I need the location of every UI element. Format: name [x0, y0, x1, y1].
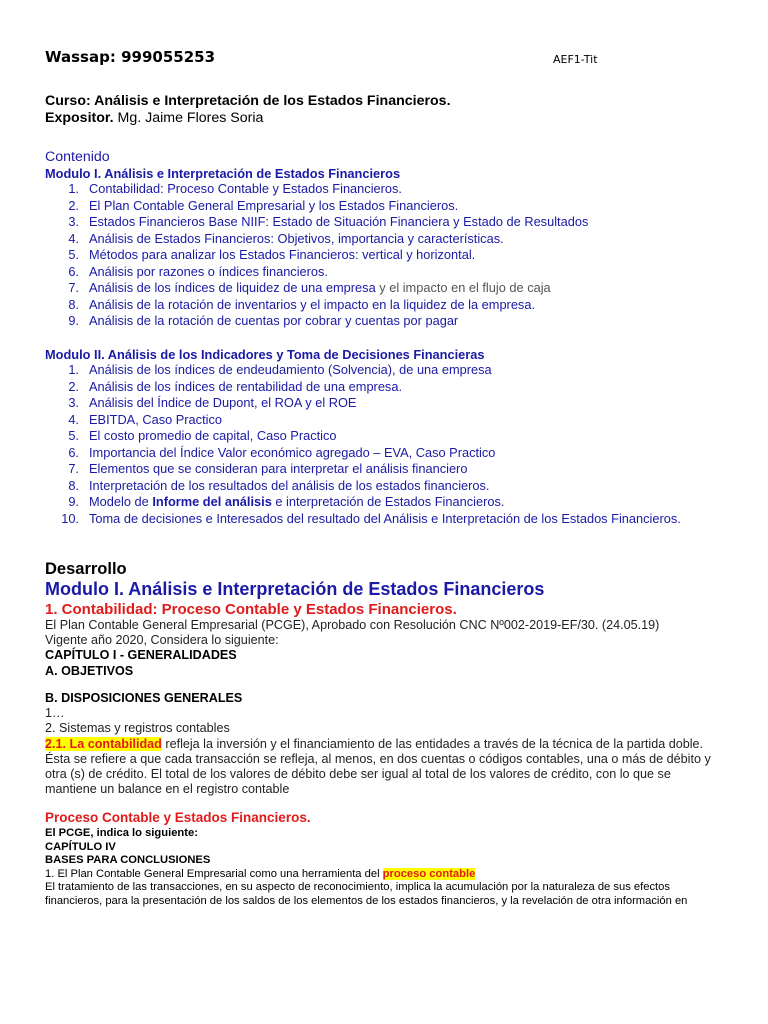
- item-1: 1…: [45, 706, 65, 721]
- module2-item: [45, 445, 705, 462]
- module1-item: [45, 264, 705, 281]
- list-item-text: Elementos que se consideran para interpretar el análisis financiero: [89, 461, 468, 476]
- list-item-text: Análisis por razones o índices financieros.: [89, 263, 328, 279]
- disposiciones-heading: B. DISPOSICIONES GENERALES: [45, 691, 243, 705]
- module1-item: [45, 297, 705, 314]
- header-row: [45, 48, 725, 67]
- list-item-text: El Plan Contable General Empresarial y los Estados Financieros.: [89, 197, 459, 213]
- module1-title: Modulo I. Análisis e Interpretación de Estados Financieros: [45, 166, 401, 181]
- list-number: 1.: [68, 181, 79, 196]
- desarrollo-heading: Desarrollo: [45, 560, 127, 578]
- module1-item: [45, 214, 705, 231]
- list-item-text: Análisis de los índices de endeudamiento (Solvencia), de una empresa: [89, 362, 492, 377]
- list-number: 8.: [68, 296, 79, 312]
- contenido-heading: Contenido: [45, 149, 110, 165]
- module2-item: [45, 395, 705, 412]
- vigente-line: Vigente año 2020, Considera lo siguiente:: [45, 633, 279, 648]
- list-number: 4.: [68, 411, 79, 427]
- list-item-text: Análisis de Estados Financieros: Objetivos, importancia y características.: [89, 230, 504, 246]
- list-number: 8.: [68, 477, 79, 493]
- list-item-extra-text: y el impacto en el flujo de caja: [375, 280, 551, 295]
- pcge-indica: El PCGE, indica lo siguiente:: [45, 827, 198, 839]
- module1-item: [45, 280, 705, 297]
- contabilidad-paragraph: [45, 737, 725, 798]
- herramienta-line: [45, 868, 725, 882]
- module2-item: [45, 412, 705, 429]
- module2-item: [45, 461, 705, 478]
- list-number: 2.: [68, 378, 79, 394]
- list-number: 7.: [68, 461, 79, 476]
- course-info: [45, 93, 451, 127]
- module2-item: [45, 511, 705, 528]
- module2-list: [45, 362, 705, 527]
- list-number: 10.: [61, 510, 79, 526]
- expositor-name: Mg. Jaime Flores Soria: [113, 110, 264, 126]
- list-number: 6.: [68, 263, 79, 279]
- capitulo1-heading: CAPÍTULO I - GENERALIDADES: [45, 648, 237, 663]
- disposiciones-block: [45, 691, 725, 797]
- module1-list: [45, 181, 705, 330]
- list-item-text: Análisis de la rotación de inventarios y el impacto en la liquidez de la empresa.: [89, 296, 536, 312]
- module2-item: [45, 428, 705, 445]
- list-number: 5.: [68, 428, 79, 443]
- list-number: 3.: [68, 395, 79, 410]
- module2-item: [45, 494, 705, 511]
- module2-item: [45, 379, 705, 396]
- list-item-text: Interpretación de los resultados del análisis de los estados financieros.: [89, 477, 490, 493]
- module2-title: Modulo II. Análisis de los Indicadores y Toma de Decisiones Financieras: [45, 347, 485, 362]
- contabilidad-text: refleja la inversión y el financiamiento de las entidades a través de la técnica de la partida doble. Ésta se refiere a que cada transacción se refleja, al menos, en dos cuentas o códigos contables, una o más de débito y otra (s) de crédito. El total de los valores de débito debe ser igual al total de los valores de crédito, con lo que se mantiene un balance en el registro contable: [45, 736, 711, 797]
- tratamiento-paragraph: El tratamiento de las transacciones, en su aspecto de reconocimiento, implica la acumulación por la naturaleza de sus efectos financieros, para la presentación de los saldos de los elementos de los estados financieros, y la revelación de otra información en: [45, 881, 688, 907]
- highlighted-proceso-contable: proceso contable: [382, 867, 476, 880]
- pcge-paragraph: [45, 618, 725, 679]
- bases-heading: BASES PARA CONCLUSIONES: [45, 854, 211, 866]
- list-number: 7.: [68, 280, 79, 295]
- list-item-bold-text: Informe del análisis: [152, 494, 272, 509]
- list-item-text: Importancia del Índice Valor económico agregado – EVA, Caso Practico: [89, 444, 496, 460]
- list-number: 3.: [68, 214, 79, 229]
- list-item-text: EBITDA, Caso Practico: [89, 411, 222, 427]
- herramienta-text: 1. El Plan Contable General Empresarial como una herramienta del: [45, 867, 383, 880]
- proceso-heading: Proceso Contable y Estados Financieros.: [45, 810, 311, 825]
- list-item-text: e interpretación de Estados Financieros.: [271, 494, 505, 509]
- list-item-text: El costo promedio de capital, Caso Practico: [89, 428, 337, 443]
- module1-item: [45, 231, 705, 248]
- list-number: 1.: [68, 362, 79, 377]
- list-number: 4.: [68, 230, 79, 246]
- list-number: 2.: [68, 197, 79, 213]
- objetivos-heading: A. OBJETIVOS: [45, 663, 134, 678]
- pcge-line: El Plan Contable General Empresarial (PCGE), Aprobado con Resolución CNC Nº002-2019-EF/30. (24.05.19): [45, 618, 660, 632]
- curso-label: Curso: [45, 93, 86, 109]
- pcge-indica-block: [45, 827, 725, 908]
- wassap-contact: Wassap: 999055253: [45, 48, 216, 66]
- list-item-text: Análisis de los índices de liquidez de una empresa: [89, 280, 376, 295]
- module1-item: [45, 313, 705, 330]
- list-item-text: Contabilidad: Proceso Contable y Estados Financieros.: [89, 181, 402, 196]
- highlighted-contabilidad: 2.1. La contabilidad: [45, 736, 162, 751]
- list-item-text: Análisis del Índice de Dupont, el ROA y el ROE: [89, 395, 357, 410]
- expositor-label: Expositor.: [45, 110, 114, 126]
- module1-item: [45, 247, 705, 264]
- capitulo4-heading: CAPÍTULO IV: [45, 840, 116, 853]
- module1-item: [45, 181, 705, 198]
- item-2: 2. Sistemas y registros contables: [45, 721, 230, 736]
- list-item-text: Modelo de: [89, 494, 153, 509]
- curso-title: : Análisis e Interpretación de los Estados Financieros.: [86, 93, 451, 109]
- list-item-text: Análisis de la rotación de cuentas por cobrar y cuentas por pagar: [89, 313, 459, 328]
- section1-heading: 1. Contabilidad: Proceso Contable y Estados Financieros.: [45, 601, 457, 618]
- module2-item: [45, 478, 705, 495]
- list-item-text: Estados Financieros Base NIIF: Estado de Situación Financiera y Estado de Resultados: [89, 214, 589, 229]
- list-item-text: Análisis de los índices de rentabilidad de una empresa.: [89, 378, 403, 394]
- module2-item: [45, 362, 705, 379]
- document-code: AEF1-Tit: [553, 53, 598, 66]
- desarrollo-module-heading: Modulo I. Análisis e Interpretación de Estados Financieros: [45, 579, 545, 599]
- list-item-text: Toma de decisiones e Interesados del resultado del Análisis e Interpretación de los Estados Financieros.: [89, 510, 681, 526]
- list-number: 9.: [68, 313, 79, 328]
- module1-item: [45, 198, 705, 215]
- list-number: 5.: [68, 247, 79, 262]
- list-number: 9.: [68, 494, 79, 509]
- list-number: 6.: [68, 444, 79, 460]
- list-item-text: Métodos para analizar los Estados Financieros: vertical y horizontal.: [89, 247, 476, 262]
